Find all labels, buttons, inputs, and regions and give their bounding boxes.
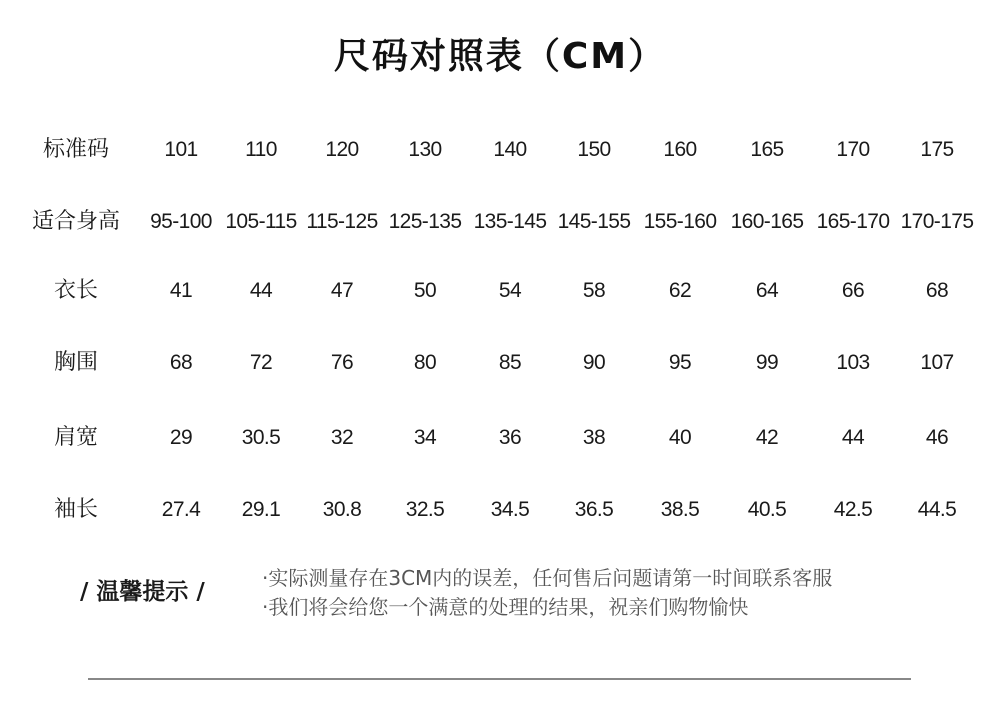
table-cell: 165 — [750, 138, 784, 161]
table-cell: 58 — [582, 279, 606, 302]
table-row — [0, 271, 1000, 311]
table-cell: 32.5 — [405, 498, 445, 521]
table-cell: 27.4 — [161, 498, 201, 521]
table-cell: 160-165 — [730, 210, 804, 233]
table-cell: 41 — [169, 279, 193, 302]
table-cell: 160 — [663, 138, 697, 161]
table-cell: 32 — [330, 426, 354, 449]
table-cell: 30.8 — [322, 498, 362, 521]
table-cell: 115-125 — [306, 210, 378, 233]
table-cell: 38.5 — [660, 498, 700, 521]
table-cell: 38 — [582, 426, 606, 449]
table-cell: 34 — [413, 426, 437, 449]
table-cell: 155-160 — [643, 210, 717, 233]
table-cell: 170 — [836, 138, 870, 161]
row-label: 袖长 — [53, 497, 98, 522]
table-cell: 76 — [330, 351, 354, 374]
table-cell: 101 — [164, 138, 198, 161]
table-cell: 85 — [498, 351, 522, 374]
table-cell: 47 — [330, 279, 354, 302]
table-cell: 36 — [498, 426, 522, 449]
table-cell: 44.5 — [917, 498, 957, 521]
table-cell: 29 — [169, 426, 193, 449]
table-cell: 42.5 — [833, 498, 873, 521]
table-cell: 135-145 — [473, 210, 547, 233]
table-row — [0, 130, 1000, 170]
row-label: 衣长 — [53, 278, 98, 303]
table-cell: 68 — [169, 351, 193, 374]
table-cell: 36.5 — [574, 498, 614, 521]
table-cell: 40.5 — [747, 498, 787, 521]
row-label: 胸围 — [53, 350, 98, 375]
table-cell: 46 — [925, 426, 949, 449]
table-cell: 95-100 — [150, 210, 212, 233]
table-cell: 99 — [755, 351, 779, 374]
table-cell: 29.1 — [241, 498, 281, 521]
table-cell: 64 — [755, 279, 779, 302]
table-cell: 105-115 — [225, 210, 297, 233]
tip-item: ·实际测量存在3CM内的误差，任何售后问题请第一时间联系客服 — [262, 566, 833, 590]
table-cell: 80 — [413, 351, 437, 374]
row-label: 标准码 — [42, 137, 109, 162]
table-cell: 125-135 — [388, 210, 462, 233]
table-cell: 62 — [668, 279, 692, 302]
table-cell: 44 — [841, 426, 865, 449]
table-cell: 30.5 — [241, 426, 281, 449]
table-cell: 130 — [408, 138, 442, 161]
table-cell: 140 — [493, 138, 527, 161]
table-cell: 66 — [841, 279, 865, 302]
row-label: 肩宽 — [53, 425, 98, 450]
table-cell: 54 — [498, 279, 522, 302]
table-cell: 90 — [582, 351, 606, 374]
table-cell: 95 — [668, 351, 692, 374]
table-row — [0, 490, 1000, 530]
table-cell: 34.5 — [490, 498, 530, 521]
page-title: 尺码对照表（CM） — [333, 36, 667, 77]
table-cell: 103 — [836, 351, 870, 374]
table-cell: 170-175 — [900, 210, 974, 233]
table-cell: 120 — [325, 138, 359, 161]
tips-list — [262, 564, 832, 622]
table-cell: 42 — [755, 426, 779, 449]
row-label: 适合身高 — [31, 209, 120, 234]
table-cell: 44 — [249, 279, 273, 302]
table-row — [0, 343, 1000, 383]
table-cell: 165-170 — [816, 210, 890, 233]
bottom-divider — [88, 678, 911, 680]
table-cell: 150 — [577, 138, 611, 161]
table-cell: 72 — [249, 351, 273, 374]
tips-heading: / 温馨提示 / — [80, 579, 205, 605]
table-cell: 107 — [920, 351, 954, 374]
table-cell: 40 — [668, 426, 692, 449]
table-cell: 68 — [925, 279, 949, 302]
table-row — [0, 418, 1000, 458]
tip-item: ·我们将会给您一个满意的处理的结果，祝亲们购物愉快 — [262, 595, 749, 619]
table-cell: 50 — [413, 279, 437, 302]
table-cell: 145-155 — [557, 210, 631, 233]
table-cell: 110 — [245, 138, 277, 161]
table-row — [0, 202, 1000, 242]
table-cell: 175 — [920, 138, 954, 161]
